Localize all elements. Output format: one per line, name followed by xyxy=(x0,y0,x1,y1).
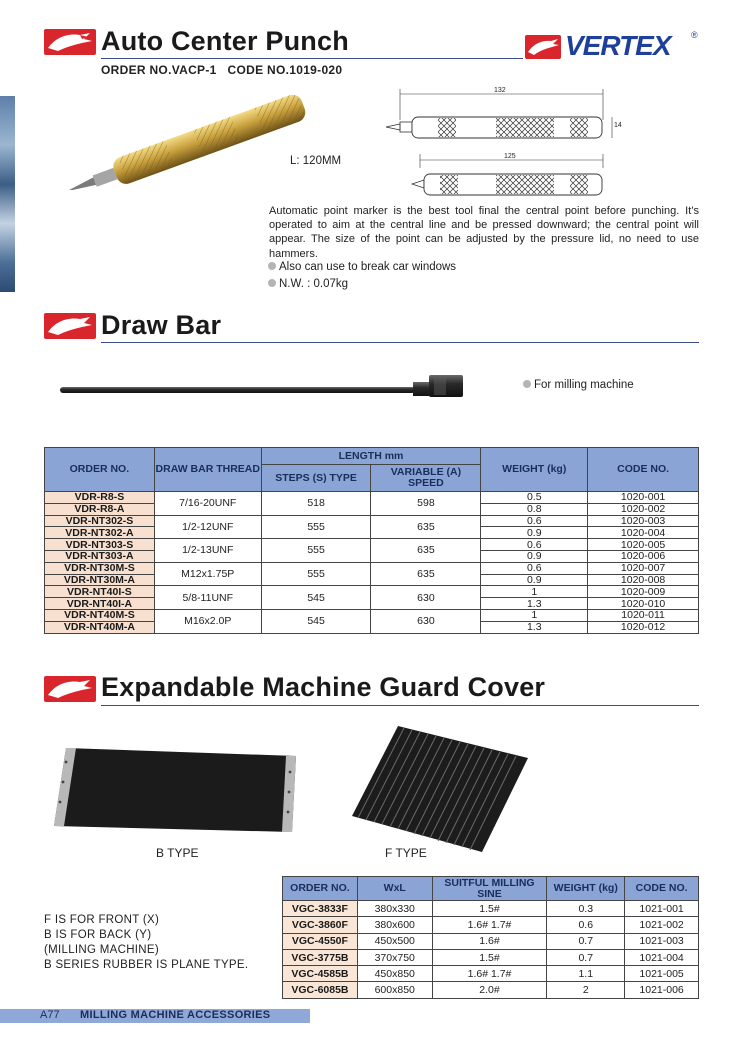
vertex-brand-logo xyxy=(523,32,703,62)
order-no-cell: VGC-3860F xyxy=(283,917,358,933)
col-wxl: WxL xyxy=(357,877,432,901)
col-milling-sine: SUITFUL MILLING SINE xyxy=(432,877,547,901)
order-no-cell: VDR-NT40I-S xyxy=(45,586,155,598)
dim-side-label: 14 xyxy=(614,122,622,129)
weight-cell: 1 xyxy=(481,586,588,598)
weight-cell: 0.3 xyxy=(547,901,625,917)
punch-title-rule xyxy=(101,58,523,59)
sine-cell: 1.6# 1.7# xyxy=(432,917,547,933)
steps-cell: 545 xyxy=(261,609,371,633)
variable-cell: 635 xyxy=(371,515,481,539)
guard-note-3: (MILLING MACHINE) xyxy=(44,944,159,956)
thread-cell: M16x2.0P xyxy=(154,609,261,633)
code-no-cell: 1020-005 xyxy=(588,539,699,551)
punch-bullet-text: Also can use to break car windows xyxy=(279,261,457,273)
steps-cell: 555 xyxy=(261,562,371,586)
weight-cell: 0.5 xyxy=(481,492,588,504)
dim-top-label: 132 xyxy=(494,87,506,94)
code-no-cell: 1021-004 xyxy=(625,949,699,965)
code-no-cell: 1020-001 xyxy=(588,492,699,504)
weight-cell: 0.6 xyxy=(481,515,588,527)
order-no-cell: VDR-NT302-A xyxy=(45,527,155,539)
wxl-cell: 600x850 xyxy=(357,982,432,998)
drawbar-title: Draw Bar xyxy=(101,310,222,340)
thread-cell: M12x1.75P xyxy=(154,562,261,586)
weight-cell: 0.9 xyxy=(481,527,588,539)
caption-b-type: B TYPE xyxy=(156,846,199,860)
thread-cell: 1/2-13UNF xyxy=(154,539,261,563)
drawbar-bullet-text: For milling machine xyxy=(534,379,634,391)
caption-f-type: F TYPE xyxy=(385,846,427,860)
table-row xyxy=(283,901,699,917)
variable-cell: 635 xyxy=(371,562,481,586)
order-no-cell: VDR-NT303-A xyxy=(45,550,155,562)
steps-cell: 518 xyxy=(261,492,371,516)
code-no-cell: 1020-006 xyxy=(588,550,699,562)
weight-cell: 0.7 xyxy=(547,933,625,949)
guard-cover-b-type-photo xyxy=(50,742,302,842)
weight-cell: 1 xyxy=(481,609,588,621)
code-no-cell: 1021-005 xyxy=(625,966,699,982)
eagle-logo-icon xyxy=(44,29,96,55)
col-thread: DRAW BAR THREAD xyxy=(154,448,261,492)
variable-cell: 598 xyxy=(371,492,481,516)
wxl-cell: 450x500 xyxy=(357,933,432,949)
table-row xyxy=(283,917,699,933)
sine-cell: 1.6# xyxy=(432,933,547,949)
guard-note-1: F IS FOR FRONT (X) xyxy=(44,914,160,926)
guard-cover-f-type-photo xyxy=(350,724,530,854)
table-row xyxy=(283,966,699,982)
col-variable: VARIABLE (A) SPEED xyxy=(371,465,481,492)
code-no-cell: 1020-012 xyxy=(588,621,699,633)
sine-cell: 1.5# xyxy=(432,901,547,917)
weight-cell: 0.9 xyxy=(481,550,588,562)
order-no-cell: VGC-3833F xyxy=(283,901,358,917)
bullet-dot-icon xyxy=(268,279,276,287)
sine-cell: 1.6# 1.7# xyxy=(432,966,547,982)
variable-cell: 630 xyxy=(371,586,481,610)
order-no-cell: VGC-3775B xyxy=(283,949,358,965)
order-no-cell: VDR-NT40M-A xyxy=(45,621,155,633)
order-no-cell: VGC-4585B xyxy=(283,966,358,982)
eagle-logo-icon xyxy=(44,313,96,339)
registered-mark: ® xyxy=(691,30,698,40)
col-weight: WEIGHT (kg) xyxy=(481,448,588,492)
order-no-cell: VGC-4550F xyxy=(283,933,358,949)
sine-cell: 2.0# xyxy=(432,982,547,998)
code-no-cell: 1021-006 xyxy=(625,982,699,998)
guard-title-rule xyxy=(101,705,699,706)
order-no-cell: VDR-NT30M-A xyxy=(45,574,155,586)
table-row xyxy=(283,949,699,965)
weight-cell: 1.1 xyxy=(547,966,625,982)
wxl-cell: 380x330 xyxy=(357,901,432,917)
guard-note-4: B SERIES RUBBER IS PLANE TYPE. xyxy=(44,959,249,971)
steps-cell: 555 xyxy=(261,515,371,539)
weight-cell: 0.6 xyxy=(481,539,588,551)
order-no-cell: VDR-R8-A xyxy=(45,503,155,515)
punch-bullet-text: N.W. : 0.07kg xyxy=(279,278,349,290)
thread-cell: 5/8-11UNF xyxy=(154,586,261,610)
order-no-cell: VDR-NT30M-S xyxy=(45,562,155,574)
order-no-cell: VDR-NT40I-A xyxy=(45,598,155,610)
drawbar-title-rule xyxy=(101,342,699,343)
table-row xyxy=(45,539,699,551)
draw-bar-spec-table xyxy=(44,447,699,634)
code-no-cell: 1021-001 xyxy=(625,901,699,917)
variable-cell: 635 xyxy=(371,539,481,563)
order-no-cell: VDR-NT40M-S xyxy=(45,609,155,621)
punch-length-label: L: 120MM xyxy=(290,155,342,167)
order-no-cell: VDR-R8-S xyxy=(45,492,155,504)
code-no-cell: 1020-010 xyxy=(588,598,699,610)
steps-cell: 555 xyxy=(261,539,371,563)
order-no-cell: VGC-6085B xyxy=(283,982,358,998)
col-order-no: ORDER NO. xyxy=(283,877,358,901)
auto-center-punch-photo xyxy=(48,95,328,190)
draw-bar-photo xyxy=(58,372,468,400)
footer-page-number: A77 xyxy=(40,1009,60,1021)
weight-cell: 0.7 xyxy=(547,949,625,965)
sine-cell: 1.5# xyxy=(432,949,547,965)
vertex-eagle-icon xyxy=(525,35,561,59)
code-no-cell: 1020-008 xyxy=(588,574,699,586)
code-no-cell: 1020-003 xyxy=(588,515,699,527)
code-no-cell: 1020-002 xyxy=(588,503,699,515)
weight-cell: 0.6 xyxy=(481,562,588,574)
table-row xyxy=(283,933,699,949)
punch-order-line: ORDER NO.VACP-1 CODE NO.1019-020 xyxy=(101,63,343,77)
bullet-dot-icon xyxy=(523,380,531,388)
bullet-dot-icon xyxy=(268,262,276,270)
weight-cell: 1.3 xyxy=(481,598,588,610)
thread-cell: 7/16-20UNF xyxy=(154,492,261,516)
weight-cell: 0.8 xyxy=(481,503,588,515)
wxl-cell: 380x600 xyxy=(357,917,432,933)
guard-title: Expandable Machine Guard Cover xyxy=(101,672,546,702)
col-code-no: CODE NO. xyxy=(588,448,699,492)
thread-cell: 1/2-12UNF xyxy=(154,515,261,539)
footer-section-name: MILLING MACHINE ACCESSORIES xyxy=(80,1009,271,1021)
guard-note-2: B IS FOR BACK (Y) xyxy=(44,929,152,941)
punch-bullet-1 xyxy=(268,261,456,273)
punch-title: Auto Center Punch xyxy=(101,26,349,56)
punch-bullet-2 xyxy=(268,278,348,290)
weight-cell: 0.9 xyxy=(481,574,588,586)
table-row xyxy=(45,515,699,527)
punch-technical-drawing xyxy=(378,84,638,202)
code-no-cell: 1020-007 xyxy=(588,562,699,574)
side-product-photo-strip xyxy=(0,96,15,292)
table-row xyxy=(45,562,699,574)
col-code-no: CODE NO. xyxy=(625,877,699,901)
weight-cell: 0.6 xyxy=(547,917,625,933)
table-row xyxy=(45,586,699,598)
code-no-cell: 1021-002 xyxy=(625,917,699,933)
steps-cell: 545 xyxy=(261,586,371,610)
col-order-no: ORDER NO. xyxy=(45,448,155,492)
code-no-cell: 1021-003 xyxy=(625,933,699,949)
code-no-cell: 1020-009 xyxy=(588,586,699,598)
vertex-brand-name: VERTEX xyxy=(565,30,671,61)
dim-bottom-label: 125 xyxy=(504,153,516,160)
weight-cell: 1.3 xyxy=(481,621,588,633)
table-row xyxy=(45,609,699,621)
code-no-cell: 1020-011 xyxy=(588,609,699,621)
table-row xyxy=(283,982,699,998)
code-no-cell: 1020-004 xyxy=(588,527,699,539)
col-steps: STEPS (S) TYPE xyxy=(261,465,371,492)
order-no-cell: VDR-NT302-S xyxy=(45,515,155,527)
wxl-cell: 450x850 xyxy=(357,966,432,982)
punch-description: Automatic point marker is the best tool final the central point before punching. It’s operated to aim at the central line and be pressed downward; the central point will appear. The size of the point can be adjusted by the pressure lid, no need to use hammers. xyxy=(269,205,699,260)
col-length: LENGTH mm xyxy=(261,448,481,465)
col-weight: WEIGHT (kg) xyxy=(547,877,625,901)
eagle-logo-icon xyxy=(44,676,96,702)
guard-cover-spec-table xyxy=(282,876,699,999)
weight-cell: 2 xyxy=(547,982,625,998)
variable-cell: 630 xyxy=(371,609,481,633)
drawbar-bullet xyxy=(523,379,634,391)
table-row xyxy=(45,492,699,504)
wxl-cell: 370x750 xyxy=(357,949,432,965)
order-no-cell: VDR-NT303-S xyxy=(45,539,155,551)
